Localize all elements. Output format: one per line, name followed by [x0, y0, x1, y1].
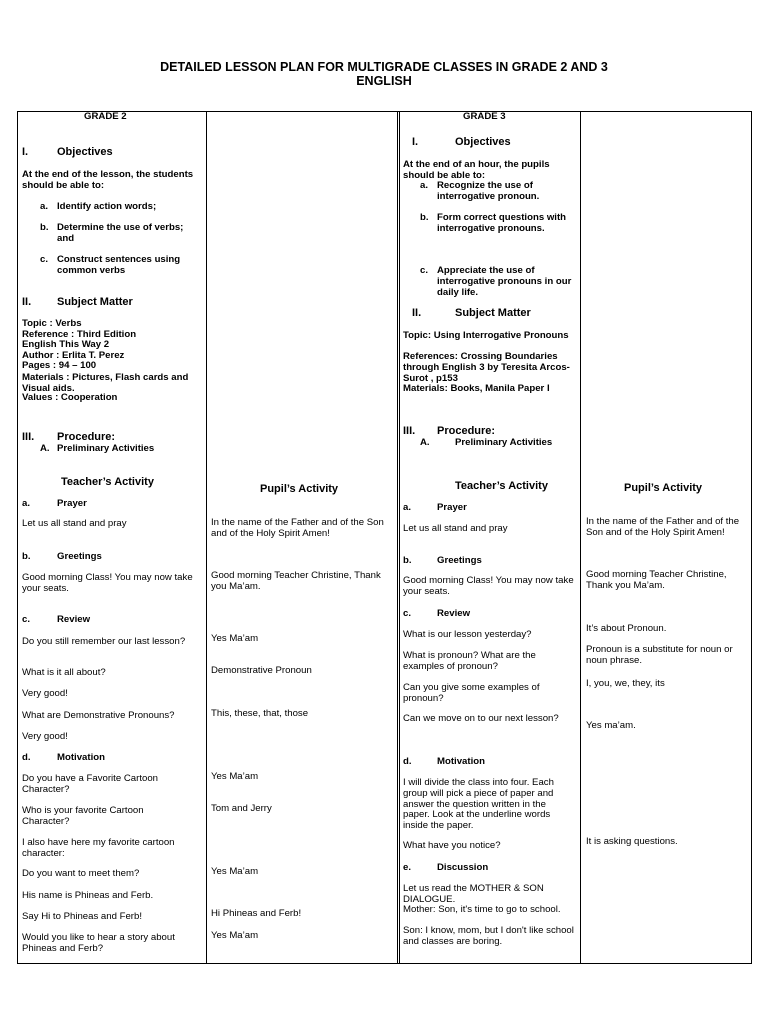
- grade2-author: Author : Erlita T. Perez: [22, 350, 125, 361]
- grade3-discussion-label: e.: [403, 862, 412, 873]
- grade3-motivation-label: d.: [403, 756, 412, 767]
- grade2-greetings-heading: Greetings: [57, 551, 102, 562]
- grade2-objective-c: Construct sentences using common verbs: [57, 254, 181, 276]
- table-top-border: [17, 111, 752, 112]
- grade3-greetings-heading: Greetings: [437, 555, 482, 566]
- grade3-preliminary-activities: Preliminary Activities: [455, 437, 553, 448]
- grade3-pupil-review-4: Yes ma’am.: [586, 720, 636, 731]
- grade3-teacher-review-2: What is pronoun? What are the examples of pronoun?: [403, 650, 536, 672]
- grade3-pupil-review-2: Pronoun is a substitute for noun or noun phrase.: [586, 644, 733, 666]
- grade2-prayer-label: a.: [22, 498, 31, 509]
- grade2-teacher-greeting: Good morning Class! You may now take your seats.: [22, 572, 193, 594]
- grade2-review-heading: Review: [57, 614, 91, 625]
- grade2-teacher-motivation-4: Do you want to meet them?: [22, 868, 140, 879]
- grade3-greetings-label: b.: [403, 555, 412, 566]
- grade3-teacher-greeting: Good morning Class! You may now take your seats.: [403, 575, 574, 597]
- grade3-objective-b-label: b.: [420, 212, 429, 223]
- grade2-objective-b: Determine the use of verbs; and: [57, 222, 184, 244]
- grade2-pupil-review-4: This, these, that, those: [211, 708, 309, 719]
- grade2-reference: Reference : Third Edition: [22, 329, 137, 340]
- grade2-preliminary-label: A.: [40, 443, 50, 454]
- grade2-pupil-motivation-7: Yes Ma’am: [211, 930, 259, 941]
- grade2-header: GRADE 2: [84, 111, 127, 122]
- column-divider-3: [580, 111, 581, 964]
- grade3-objective-a: Recognize the use of interrogative pronoun.: [437, 180, 540, 202]
- grade2-preliminary-activities: Preliminary Activities: [57, 443, 155, 454]
- grade2-procedure-number: III.: [22, 431, 35, 443]
- grade2-pupil-motivation-2: Tom and Jerry: [211, 803, 272, 814]
- grade2-teacher-prayer: Let us all stand and pray: [22, 518, 127, 529]
- grade2-objective-a-label: a.: [40, 201, 49, 212]
- grade2-greetings-label: b.: [22, 551, 31, 562]
- grade3-pupil-prayer: In the name of the Father and of the Son and of the Holy Spirit Amen!: [586, 516, 740, 538]
- grade2-motivation-label: d.: [22, 752, 31, 763]
- grade2-objective-a: Identify action words;: [57, 201, 157, 212]
- grade2-teacher-motivation-7: Would you like to hear a story about Phineas and Ferb?: [22, 932, 175, 954]
- grade2-motivation-heading: Motivation: [57, 752, 105, 763]
- grade2-pupil-motivation-4: Yes Ma’am: [211, 866, 259, 877]
- grade2-teacher-review-4: What are Demonstrative Pronouns?: [22, 710, 175, 721]
- grade3-pupil-greeting: Good morning Teacher Christine, Thank you Ma’am.: [586, 569, 727, 591]
- grade3-teacher-review-1: What is our lesson yesterday?: [403, 629, 532, 640]
- grade3-materials: Materials: Books, Manila Paper I: [403, 383, 550, 394]
- column-divider-2: [397, 111, 398, 964]
- grade2-teacher-review-3: Very good!: [22, 688, 68, 699]
- grade3-preliminary-label: A.: [420, 437, 430, 448]
- grade3-objective-b: Form correct questions with interrogative pronouns.: [437, 212, 567, 234]
- grade3-pupil-review-3: I, you, we, they, its: [586, 678, 665, 689]
- grade3-teacher-review-4: Can we move on to our next lesson?: [403, 713, 559, 724]
- grade3-objectives-number: I.: [412, 136, 419, 148]
- grade3-teacher-review-3: Can you give some examples of pronoun?: [403, 682, 540, 704]
- grade3-procedure-heading: Procedure:: [437, 425, 496, 437]
- grade2-pupil-review-2: Demonstrative Pronoun: [211, 665, 312, 676]
- grade2-prayer-heading: Prayer: [57, 498, 87, 509]
- grade3-subject-matter-heading: Subject Matter: [455, 307, 531, 319]
- grade2-objectives-intro: At the end of the lesson, the students should be able to:: [22, 169, 194, 191]
- grade2-subject-matter-heading: Subject Matter: [57, 296, 133, 308]
- grade2-objectives-number: I.: [22, 146, 29, 158]
- grade2-materials: Materials : Pictures, Flash cards and Visual aids.: [22, 372, 189, 394]
- grade3-review-label: c.: [403, 608, 412, 619]
- grade3-procedure-number: III.: [403, 425, 416, 437]
- grade2-pupil-greeting: Good morning Teacher Christine, Thank you Ma’am.: [211, 570, 381, 592]
- grade2-review-label: c.: [22, 614, 31, 625]
- grade3-pupil-activity-heading: Pupil’s Activity: [624, 482, 703, 494]
- grade3-review-heading: Review: [437, 608, 471, 619]
- grade2-topic: Topic : Verbs: [22, 318, 82, 329]
- grade2-pupil-review-1: Yes Ma’am: [211, 633, 259, 644]
- grade2-teacher-motivation-5: His name is Phineas and Ferb.: [22, 890, 154, 901]
- document-title-line2: ENGLISH: [356, 74, 412, 88]
- grade3-header: GRADE 3: [463, 111, 506, 122]
- grade2-teacher-review-1: Do you still remember our last lesson?: [22, 636, 186, 647]
- grade3-prayer-label: a.: [403, 502, 412, 513]
- grade2-values: Values : Cooperation: [22, 392, 118, 403]
- grade3-teacher-motivation-1: I will divide the class into four. Each group will pick a piece of paper and answer the question written in the paper. Look at the underline words inside the paper.: [403, 777, 554, 832]
- grade3-teacher-activity-heading: Teacher’s Activity: [455, 480, 548, 492]
- grade3-prayer-heading: Prayer: [437, 502, 467, 513]
- grade2-objectives-heading: Objectives: [57, 146, 113, 158]
- column-divider-2b: [399, 111, 400, 964]
- grade2-pages: Pages : 94 – 100: [22, 360, 97, 371]
- grade3-objective-a-label: a.: [420, 180, 429, 191]
- grade3-objectives-heading: Objectives: [455, 136, 511, 148]
- column-divider-1: [206, 111, 207, 964]
- grade3-references: References: Crossing Boundaries through English 3 by Teresita Arcos-Surot , p153: [403, 351, 570, 384]
- grade2-teacher-review-5: Very good!: [22, 731, 68, 742]
- grade2-pupil-activity-heading: Pupil’s Activity: [260, 483, 339, 495]
- grade2-teacher-activity-heading: Teacher’s Activity: [61, 476, 154, 488]
- grade3-objective-c: Appreciate the use of interrogative pronouns in our daily life.: [437, 265, 572, 298]
- grade2-reference-book: English This Way 2: [22, 339, 110, 350]
- grade2-procedure-heading: Procedure:: [57, 431, 116, 443]
- grade3-pupil-motivation-2: It is asking questions.: [586, 836, 678, 847]
- grade3-topic: Topic: Using Interrogative Pronouns: [403, 330, 569, 341]
- grade2-subject-matter-number: II.: [22, 296, 32, 308]
- grade2-pupil-motivation-1: Yes Ma’am: [211, 771, 259, 782]
- table-left-border: [17, 111, 18, 964]
- grade2-teacher-motivation-3: I also have here my favorite cartoon character:: [22, 837, 175, 859]
- grade2-objective-c-label: c.: [40, 254, 49, 265]
- grade2-objective-b-label: b.: [40, 222, 49, 233]
- grade2-teacher-motivation-2: Who is your favorite Cartoon Character?: [22, 805, 144, 827]
- grade3-motivation-heading: Motivation: [437, 756, 485, 767]
- grade3-pupil-review-1: It’s about Pronoun.: [586, 623, 667, 634]
- grade3-discussion-heading: Discussion: [437, 862, 489, 873]
- table-right-border: [751, 111, 752, 964]
- grade3-teacher-discussion-3: Son: I know, mom, but I don't like school and classes are boring.: [403, 925, 574, 947]
- grade3-teacher-motivation-2: What have you notice?: [403, 840, 501, 851]
- grade2-teacher-motivation-6: Say Hi to Phineas and Ferb!: [22, 911, 142, 922]
- grade3-objectives-intro: At the end of an hour, the pupils should be able to:: [403, 159, 550, 181]
- document-title-line1: DETAILED LESSON PLAN FOR MULTIGRADE CLASSES IN GRADE 2 AND 3: [160, 60, 608, 74]
- grade3-teacher-discussion-2: Mother: Son, it's time to go to school.: [403, 904, 561, 915]
- grade3-teacher-prayer: Let us all stand and pray: [403, 523, 508, 534]
- grade2-teacher-motivation-1: Do you have a Favorite Cartoon Character?: [22, 773, 158, 795]
- grade2-pupil-motivation-6: Hi Phineas and Ferb!: [211, 908, 302, 919]
- grade2-teacher-review-2: What is it all about?: [22, 667, 106, 678]
- grade3-objective-c-label: c.: [420, 265, 429, 276]
- grade3-teacher-discussion-1: Let us read the MOTHER & SON DIALOGUE.: [403, 883, 544, 905]
- grade2-pupil-prayer: In the name of the Father and of the Son and of the Holy Spirit Amen!: [211, 517, 384, 539]
- table-bottom-border: [17, 963, 752, 964]
- grade3-subject-matter-number: II.: [412, 307, 422, 319]
